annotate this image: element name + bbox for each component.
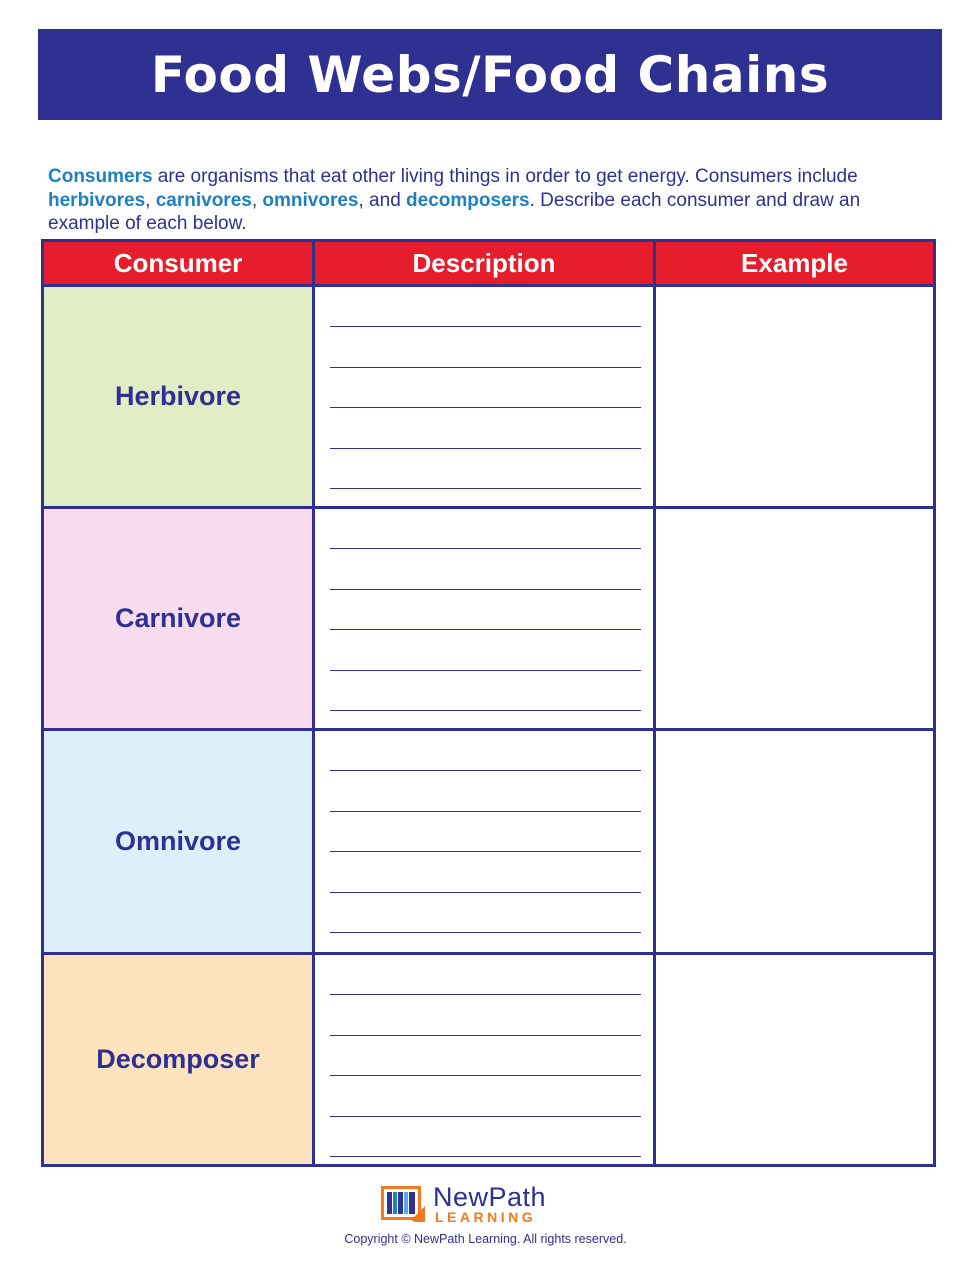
footer: [0, 1182, 971, 1262]
writing-line: [330, 670, 641, 671]
keyword-decomposers: decomposers: [406, 189, 530, 211]
writing-line: [330, 1075, 641, 1076]
newpath-logo: [381, 1182, 581, 1228]
writing-line: [330, 1156, 641, 1157]
writing-line: [330, 932, 641, 933]
writing-line: [330, 548, 641, 549]
example-cell-decomposer[interactable]: [653, 955, 933, 1164]
intro-paragraph: [48, 165, 928, 236]
writing-line: [330, 994, 641, 995]
intro-text-2: ,: [145, 189, 156, 211]
intro-text-3: ,: [251, 189, 263, 211]
keyword-carnivores: carnivores: [155, 189, 252, 211]
description-cell-omnivore[interactable]: [312, 731, 653, 952]
header-description: Description: [312, 242, 653, 284]
table-row-carnivore: [44, 506, 933, 728]
title-banner: [38, 29, 942, 120]
keyword-omnivores: omnivores: [262, 189, 359, 211]
writing-line: [330, 1035, 641, 1036]
logo-subtitle: LEARNING: [435, 1209, 537, 1225]
description-cell-carnivore[interactable]: [312, 509, 653, 728]
consumer-cell-herbivore: Herbivore: [44, 287, 312, 506]
example-cell-omnivore[interactable]: [653, 731, 933, 952]
description-cell-herbivore[interactable]: [312, 287, 653, 506]
writing-line: [330, 892, 641, 893]
copyright-text: Copyright © NewPath Learning. All rights reserved.: [344, 1232, 627, 1246]
header-consumer: Consumer: [44, 242, 312, 284]
writing-line: [330, 407, 641, 408]
keyword-herbivores: herbivores: [48, 189, 146, 211]
intro-text-1: are organisms that eat other living things in order to get energy. Consumers include: [152, 166, 858, 187]
consumer-cell-omnivore: Omnivore: [44, 731, 312, 952]
example-cell-herbivore[interactable]: [653, 287, 933, 506]
writing-line: [330, 367, 641, 368]
writing-line: [330, 811, 641, 812]
table-header-row: [44, 242, 933, 284]
writing-line: [330, 770, 641, 771]
writing-line: [330, 629, 641, 630]
intro-text-4: , and: [358, 189, 407, 211]
intro-text-5: . Describe each consumer and draw an example of each below.: [48, 189, 861, 234]
writing-line: [330, 589, 641, 590]
writing-line: [330, 326, 641, 327]
table-row-decomposer: [44, 952, 933, 1164]
consumer-cell-carnivore: Carnivore: [44, 509, 312, 728]
writing-line: [330, 710, 641, 711]
writing-line: [330, 851, 641, 852]
page-title: Food Webs/Food Chains: [150, 45, 830, 104]
logo-name: NewPath: [433, 1182, 547, 1212]
example-cell-carnivore[interactable]: [653, 509, 933, 728]
book-stack-icon: [381, 1182, 429, 1226]
keyword-consumers: Consumers: [48, 166, 153, 187]
table-row-omnivore: [44, 728, 933, 952]
header-example: Example: [653, 242, 933, 284]
writing-line: [330, 1116, 641, 1117]
writing-line: [330, 488, 641, 489]
consumer-table: [41, 239, 936, 1167]
description-cell-decomposer[interactable]: [312, 955, 653, 1164]
writing-line: [330, 448, 641, 449]
table-row-herbivore: [44, 284, 933, 506]
consumer-cell-decomposer: Decomposer: [44, 955, 312, 1164]
